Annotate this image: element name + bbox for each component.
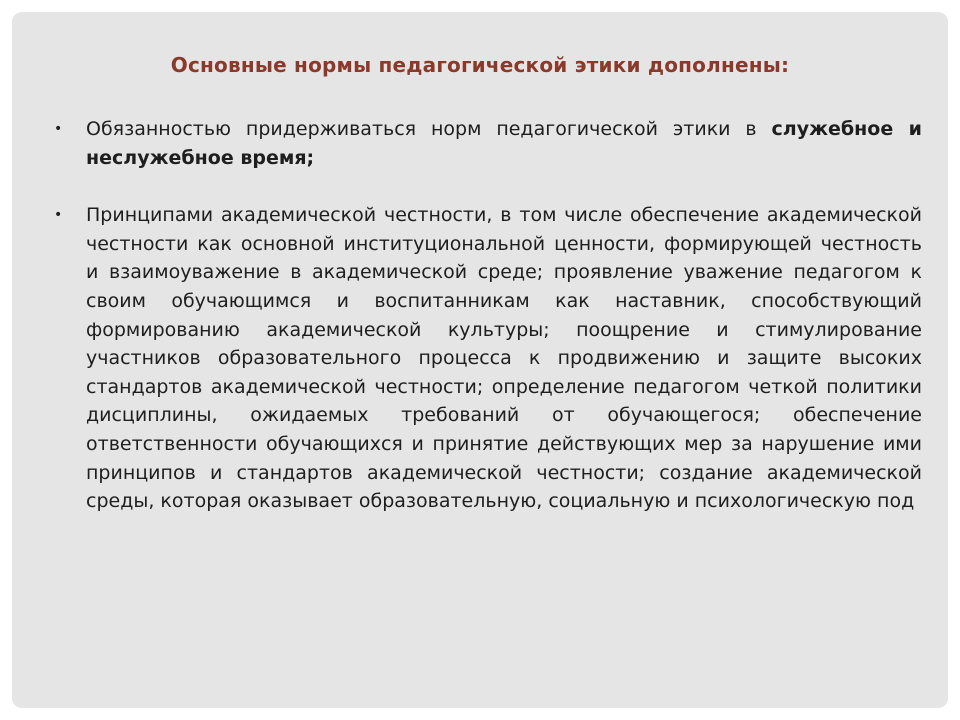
bullet-text: Обязанностью придерживаться норм педагогической этики в [86,118,772,140]
bullet-bold-text: служебное и неслужебное время; [86,118,922,169]
bullet-marker: • [54,207,63,224]
bullet-text: Принципами академической честности, в том числе обеспечение академической честности как основной институциональной ценности, формирующей честность и взаимоуважение в академической среде; проявление уважение педагогом к своим обучающимся и воспитанникам как наставник, способствующий формированию академической культуры; поощрение и стимулирование участников образовательного процесса к продвижению и защите высоких стандартов академической честности; определение педагогом четкой политики дисциплины, ожидаемых требований от обучающегося; обеспечение ответственности обучающихся и принятие действующих мер за нарушение ими принципов и стандартов академической честности; создание академической среды, которая оказывает образовательную, социальную и психологическую под [86,204,922,513]
bullet-list [54,115,922,516]
bullet-item-obligation [54,115,922,172]
slide-title: Основные нормы педагогической этики дополнены: [170,53,790,77]
slide [12,12,948,708]
bullet-item-principles [54,201,922,516]
bullet-marker: • [54,121,63,137]
